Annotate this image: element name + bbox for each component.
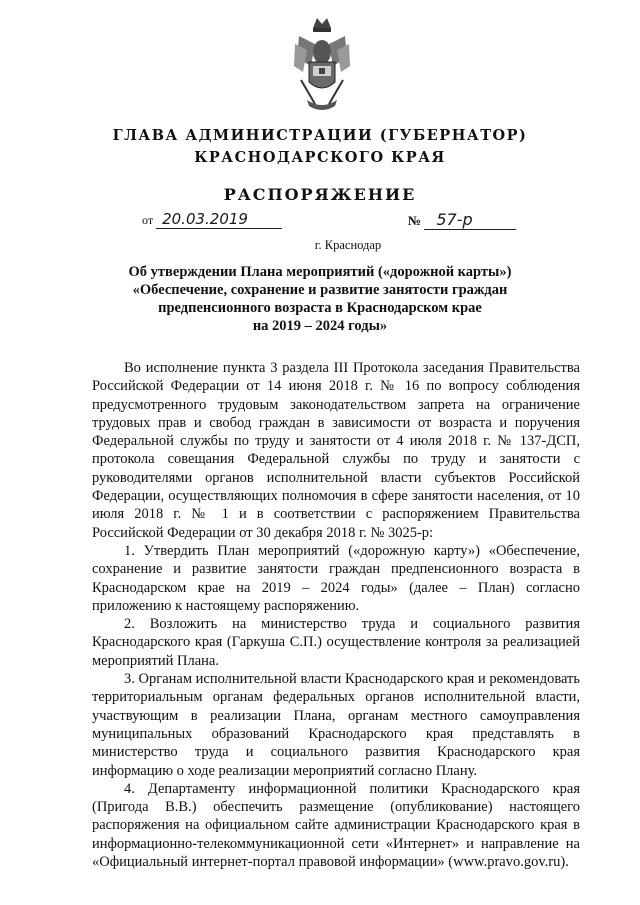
title-line: на 2019 – 2024 годы»: [252, 318, 388, 334]
document-type-heading: РАСПОРЯЖЕНИЕ: [223, 185, 417, 204]
clause-paragraph-2: 2. Возложить на министерство труда и социального развития Краснодарского края (Гаркуша С.П.) осуществление контроля за реализацией мероприятий Плана.: [92, 616, 580, 669]
coat-of-arms-emblem: [293, 14, 351, 114]
clause-paragraph-1: 1. Утвердить План мероприятий («дорожную карту») «Обеспечение, сохранение и развитие занятости граждан предпенсионного возраста в Краснодарском крае на 2019 – 2024 годы» (далее – План) согласно приложению к настоящему распоряжению.: [92, 542, 580, 614]
document-city: г. Краснодар: [314, 238, 382, 252]
number-prefix: №: [408, 213, 422, 228]
date-prefix: от: [142, 213, 154, 227]
preamble-paragraph: Во исполнение пункта 3 раздела III Протокола заседания Правительства Российской Федерации от 14 июня 2018 г. № 16 по вопросу соблюдения предусмотренного трудовым законодательством запрета на ограничение трудовых прав и свобод граждан в зависимости от возраста и поручения Федеральной службы по труду и занятости от 4 июля 2018 г. № 137-ДСП, протокола совещания Федеральной службы по труду и занятости с руководителями органов исполнительной власти субъектов Российской Федерации, осуществляющих полномочия в сфере занятости населения, от 10 июля 2018 г. № 1 и в соответствии с распоряжением Правительства Российской Федерации от 30 декабря 2018 г. № 3025-р:: [92, 360, 580, 541]
document-number: [408, 210, 516, 230]
number-value-handwritten: 57-р: [424, 210, 516, 230]
clause-paragraph-4: 4. Департаменту информационной политики Краснодарского края (Пригода В.В.) обеспечить размещение (опубликование) настоящего распоряжения на официальном сайте администрации Краснодарского края в информационно-телекоммуникационной сети «Интернет» и направление на «Официальный интернет-портал правовой информации» (www.pravo.gov.ru).: [92, 780, 580, 871]
title-line: предпенсионного возраста в Краснодарском крае: [158, 300, 482, 316]
document-date: [142, 210, 282, 229]
document-title: [110, 263, 530, 335]
clause-paragraph-3: 3. Органам исполнительной власти Краснодарского края и рекомендовать территориальным органам федеральных органов исполнительной власти, участвующим в реализации Плана, органам местного самоуправления муниципальных образований Краснодарского края представлять в министерство труда и социального развития Краснодарского края информацию о ходе реализации мероприятий согласно Плану.: [92, 671, 580, 779]
authority-title-line2: КРАСНОДАРСКОГО КРАЯ: [194, 149, 446, 166]
authority-title-line1: ГЛАВА АДМИНИСТРАЦИИ (ГУБЕРНАТОР): [112, 127, 528, 144]
title-line: Об утверждении Плана мероприятий («дорожной карты»): [128, 264, 512, 280]
title-line: «Обеспечение, сохранение и развитие занятости граждан: [132, 282, 508, 298]
document-body: [92, 359, 580, 871]
date-value-handwritten: 20.03.2019: [156, 210, 282, 229]
